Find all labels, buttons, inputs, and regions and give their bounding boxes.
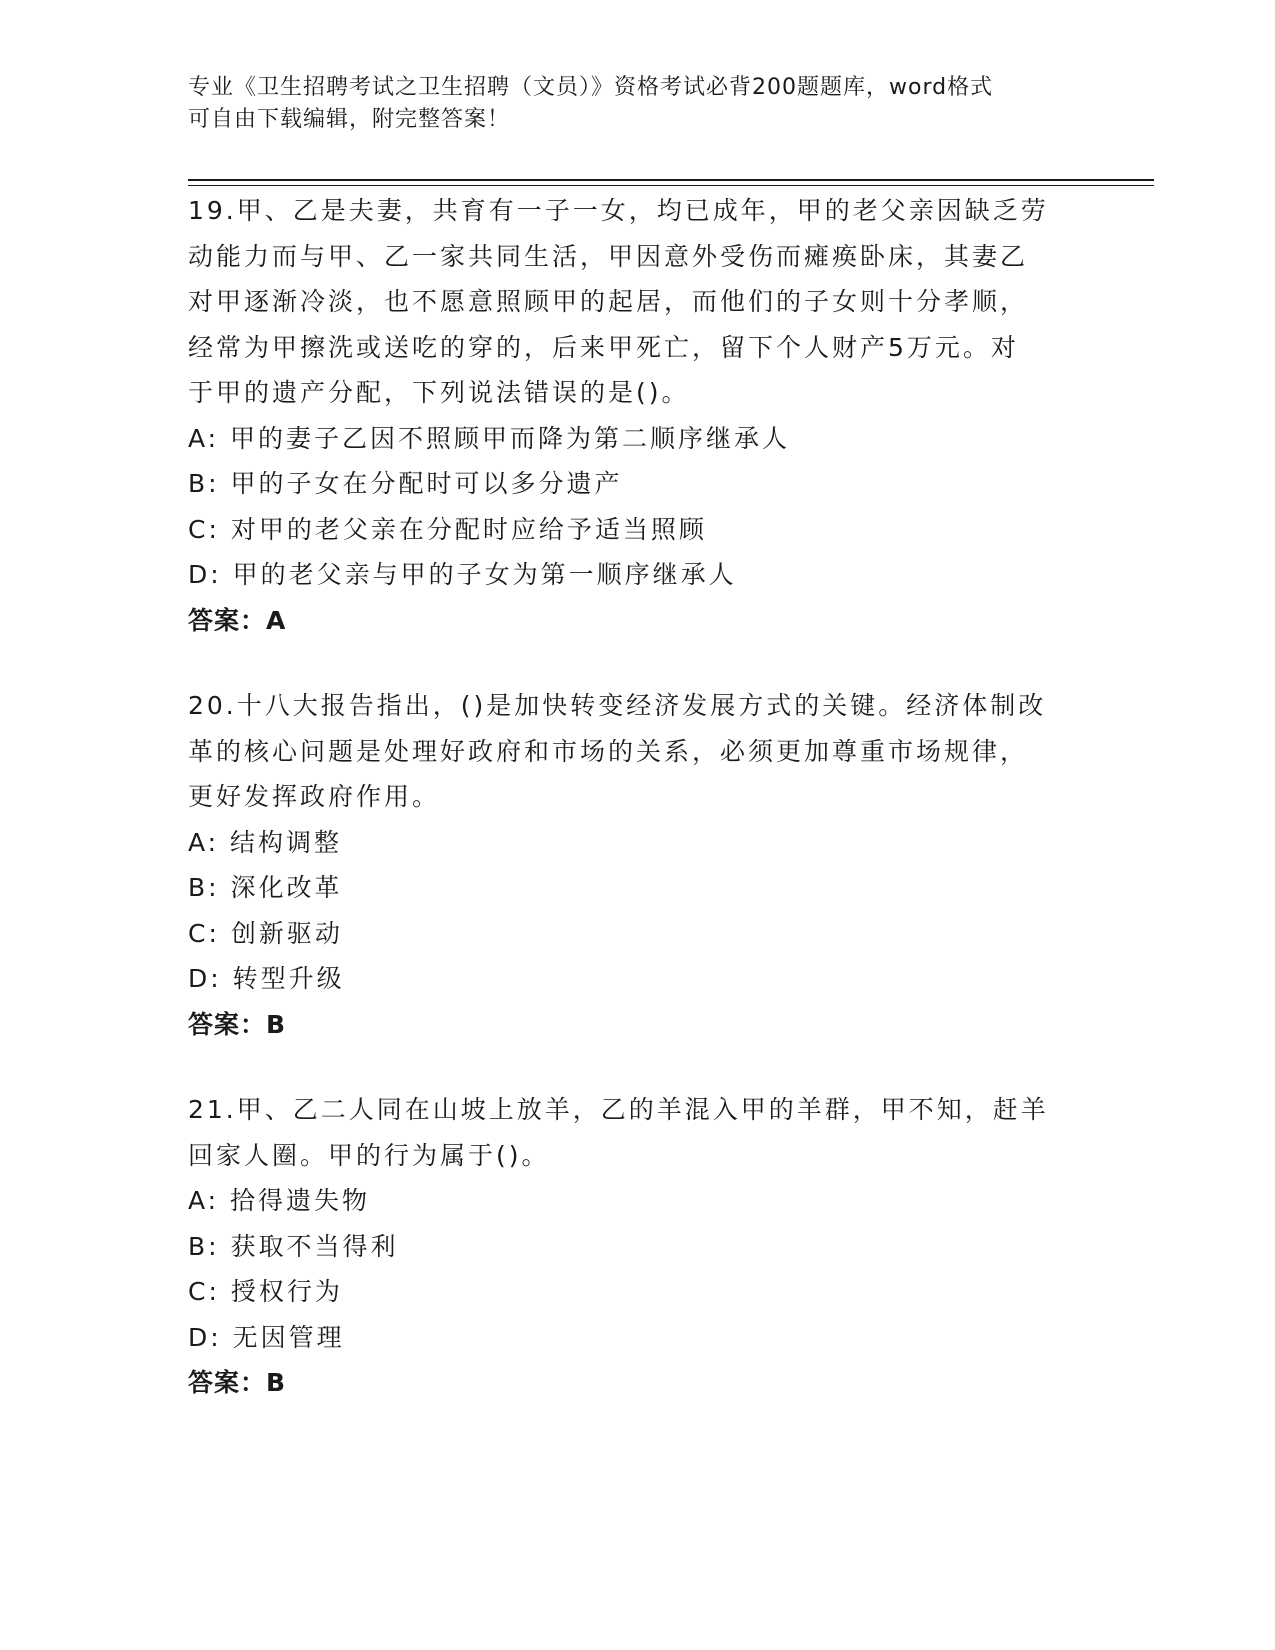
question-list xyxy=(188,188,1078,1446)
header-title-line-1: 专业《卫生招聘考试之卫生招聘（文员）》资格考试必背200题题库，word格式 xyxy=(188,75,994,100)
option-a: A: 结构调整 xyxy=(188,827,343,857)
stem-line: 革的核心问题是处理好政府和市场的关系，必须更加尊重市场规律， xyxy=(188,736,1029,766)
option-d: D: 无因管理 xyxy=(188,1322,345,1352)
option-d: D: 转型升级 xyxy=(188,964,345,993)
question-19 xyxy=(188,188,1078,643)
question-21 xyxy=(188,1087,1078,1406)
header-title-line-2: 可自由下载编辑，附完整答案！ xyxy=(188,107,511,132)
stem-line: 更好发挥政府作用。 xyxy=(188,782,441,811)
answer-label: 答案：B xyxy=(188,1368,287,1397)
option-b: B: 甲的子女在分配时可以多分遗产 xyxy=(188,469,623,498)
option-a: A: 甲的妻子乙因不照顾甲而降为第二顺序继承人 xyxy=(188,423,791,453)
question-stem xyxy=(188,188,1078,416)
answer-label: 答案：A xyxy=(188,605,287,635)
header-divider-thick xyxy=(188,179,1154,181)
question-20 xyxy=(188,683,1078,1047)
option-c: C: 授权行为 xyxy=(188,1277,343,1306)
stem-line: 于甲的遗产分配，下列说法错误的是()。 xyxy=(188,378,690,407)
option-c: C: 创新驱动 xyxy=(188,918,343,948)
header-divider-thin xyxy=(188,185,1154,186)
option-c: C: 对甲的老父亲在分配时应给予适当照顾 xyxy=(188,514,707,544)
answer-label: 答案：B xyxy=(188,1009,287,1039)
question-stem xyxy=(188,683,1078,820)
stem-line: 回家人圈。甲的行为属于()。 xyxy=(188,1140,550,1170)
stem-line: 经常为甲擦洗或送吃的穿的，后来甲死亡，留下个人财产5万元。对 xyxy=(188,332,1019,362)
stem-line: 21.甲、乙二人同在山坡上放羊，乙的羊混入甲的羊群，甲不知，赶羊 xyxy=(188,1095,1049,1124)
question-stem xyxy=(188,1087,1078,1178)
stem-line: 20.十八大报告指出，()是加快转变经济发展方式的关键。经济体制改 xyxy=(188,691,1047,720)
stem-line: 动能力而与甲、乙一家共同生活，甲因意外受伤而瘫痪卧床，其妻乙 xyxy=(188,241,1029,271)
option-d: D: 甲的老父亲与甲的子女为第一顺序继承人 xyxy=(188,560,737,589)
option-b: B: 深化改革 xyxy=(188,873,343,902)
stem-line: 对甲逐渐冷淡，也不愿意照顾甲的起居，而他们的子女则十分孝顺， xyxy=(188,287,1029,316)
stem-line: 19.甲、乙是夫妻，共育有一子一女，均已成年，甲的老父亲因缺乏劳 xyxy=(188,196,1049,225)
option-a: A: 拾得遗失物 xyxy=(188,1186,371,1215)
document-header xyxy=(188,72,1068,136)
option-b: B: 获取不当得利 xyxy=(188,1231,399,1261)
